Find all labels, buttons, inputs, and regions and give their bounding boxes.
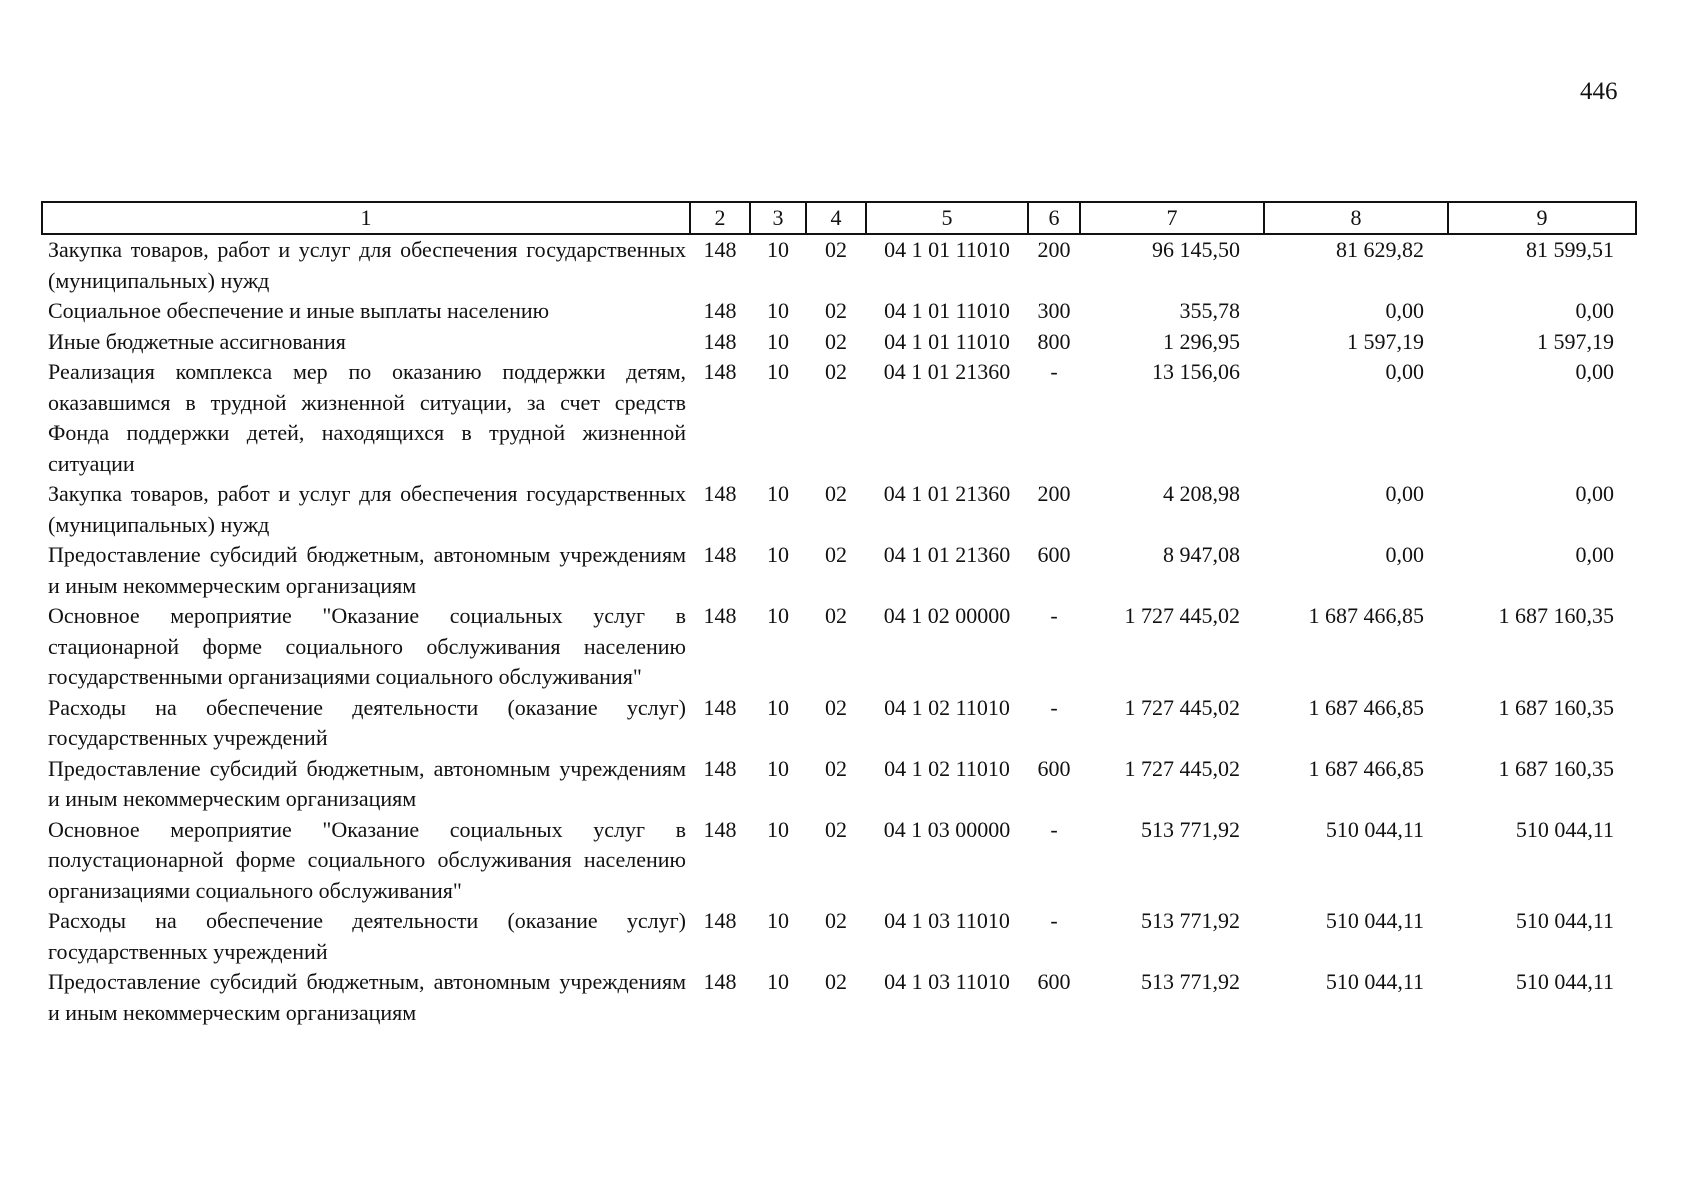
amount-col-9: 0,00 [1575,298,1614,323]
amount-col-7: 13 156,06 [1152,359,1240,384]
amount-col-7: 355,78 [1179,298,1240,323]
amount-col-8: 510 044,11 [1325,816,1424,842]
amount-col-7: 513 771,92 [1141,908,1240,933]
subsection-code: 02 [825,908,847,933]
admin-code: 148 [703,816,737,842]
section-code: 10 [767,298,789,323]
table-header-row [42,202,1636,234]
amount-col-7: 513 771,92 [1141,969,1240,994]
column-header: 1 [42,202,690,234]
table-row [42,815,1636,907]
amount-col-8: 510 044,11 [1325,908,1424,933]
subsection-code: 02 [825,694,847,720]
target-article-code: 04 1 01 21360 [883,359,1011,384]
amount-col-8: 0,00 [1385,359,1424,384]
target-article-code: 04 1 02 11010 [884,755,1010,781]
amount-col-8: 81 629,82 [1336,237,1424,262]
amount-col-8: 1 687 466,85 [1308,694,1424,720]
amount-col-8: 0,00 [1385,481,1424,506]
expense-type-code: 300 [1037,298,1071,323]
table-row [42,601,1636,693]
amount-col-9: 1 597,19 [1537,328,1614,354]
column-header: 9 [1448,202,1636,234]
admin-code: 148 [703,481,737,506]
section-code: 10 [767,969,789,994]
row-description: Социальное обеспечение и иные выплаты населению [48,298,550,323]
admin-code: 148 [703,603,737,628]
subsection-code: 02 [825,603,847,628]
table-row [42,540,1636,601]
admin-code: 148 [703,328,737,354]
target-article-code: 04 1 01 11010 [884,237,1010,262]
column-header: 7 [1080,202,1264,234]
target-article-code: 04 1 01 11010 [884,328,1010,354]
subsection-code: 02 [825,969,847,994]
admin-code: 148 [703,694,737,720]
admin-code: 148 [703,237,737,262]
budget-table [41,201,1637,1028]
amount-col-7: 8 947,08 [1163,542,1240,567]
row-description: Расходы на обеспечение деятельности (оказание услуг) государственных учреждений [48,908,686,964]
subsection-code: 02 [825,298,847,323]
admin-code: 148 [703,755,737,781]
section-code: 10 [767,237,789,262]
target-article-code: 04 1 03 00000 [883,816,1011,842]
row-description: Предоставление субсидий бюджетным, автономным учреждениям и иным некоммерческим организациям [48,542,686,598]
expense-type-code: - [1050,603,1058,628]
table-row [42,234,1636,296]
table-row [42,327,1636,358]
row-description: Закупка товаров, работ и услуг для обеспечения государственных (муниципальных) нужд [48,237,686,293]
expense-type-code: - [1050,359,1058,384]
target-article-code: 04 1 01 21360 [883,542,1011,567]
table-row [42,479,1636,540]
section-code: 10 [767,816,789,842]
admin-code: 148 [703,969,737,994]
expense-type-code: 200 [1037,237,1071,262]
section-code: 10 [767,694,789,720]
amount-col-8: 510 044,11 [1325,969,1424,994]
amount-col-9: 81 599,51 [1526,237,1614,262]
amount-col-9: 1 687 160,35 [1498,755,1614,781]
amount-col-9: 0,00 [1575,359,1614,384]
row-description: Закупка товаров, работ и услуг для обеспечения государственных (муниципальных) нужд [48,481,686,537]
column-header: 4 [806,202,866,234]
row-description: Расходы на обеспечение деятельности (оказание услуг) государственных учреждений [48,694,686,750]
target-article-code: 04 1 02 00000 [883,603,1011,628]
subsection-code: 02 [825,816,847,842]
expense-type-code: - [1050,694,1058,720]
column-header: 3 [750,202,806,234]
amount-col-8: 1 597,19 [1347,328,1424,354]
expense-type-code: 200 [1037,481,1071,506]
target-article-code: 04 1 01 11010 [884,298,1010,323]
expense-type-code: 800 [1037,328,1071,354]
table-row [42,754,1636,815]
amount-col-7: 4 208,98 [1163,481,1240,506]
amount-col-7: 96 145,50 [1152,237,1240,262]
amount-col-8: 1 687 466,85 [1308,603,1424,628]
table-row [42,357,1636,479]
admin-code: 148 [703,542,737,567]
target-article-code: 04 1 02 11010 [884,694,1010,720]
section-code: 10 [767,481,789,506]
subsection-code: 02 [825,481,847,506]
column-header: 8 [1264,202,1448,234]
section-code: 10 [767,542,789,567]
subsection-code: 02 [825,542,847,567]
expense-type-code: 600 [1037,969,1071,994]
amount-col-7: 513 771,92 [1141,816,1240,842]
row-description: Предоставление субсидий бюджетным, автономным учреждениям и иным некоммерческим организациям [48,755,686,811]
admin-code: 148 [703,908,737,933]
target-article-code: 04 1 03 11010 [884,969,1010,994]
row-description: Иные бюджетные ассигнования [48,328,346,354]
admin-code: 148 [703,298,737,323]
amount-col-7: 1 727 445,02 [1124,694,1240,720]
amount-col-9: 1 687 160,35 [1498,603,1614,628]
row-description: Реализация комплекса мер по оказанию поддержки детям, оказавшимся в трудной жизненной ситуации, за счет средств Фонда поддержки детей, находящихся в трудной жизненной ситуации [48,359,686,476]
row-description: Основное мероприятие "Оказание социальных услуг в полустационарной форме социального обслуживания населению организациями социального обслуживания" [48,816,686,903]
amount-col-9: 510 044,11 [1515,969,1614,994]
expense-type-code: 600 [1037,542,1071,567]
target-article-code: 04 1 01 21360 [883,481,1011,506]
amount-col-7: 1 727 445,02 [1124,603,1240,628]
expense-type-code: 600 [1037,755,1071,781]
section-code: 10 [767,603,789,628]
subsection-code: 02 [825,237,847,262]
column-header: 5 [866,202,1028,234]
section-code: 10 [767,359,789,384]
row-description: Основное мероприятие "Оказание социальных услуг в стационарной форме социального обслуживания населению государственными организациями социального обслуживания" [48,603,686,689]
target-article-code: 04 1 03 11010 [884,908,1010,933]
page-number: 446 [1580,78,1618,105]
column-header: 2 [690,202,750,234]
section-code: 10 [767,755,789,781]
amount-col-8: 1 687 466,85 [1308,755,1424,781]
column-header: 6 [1028,202,1080,234]
amount-col-8: 0,00 [1385,542,1424,567]
amount-col-9: 0,00 [1575,542,1614,567]
admin-code: 148 [703,359,737,384]
section-code: 10 [767,908,789,933]
amount-col-9: 1 687 160,35 [1498,694,1614,720]
amount-col-9: 0,00 [1575,481,1614,506]
table-row [42,906,1636,967]
amount-col-7: 1 727 445,02 [1124,755,1240,781]
table-row [42,967,1636,1028]
amount-col-9: 510 044,11 [1515,908,1614,933]
subsection-code: 02 [825,328,847,354]
amount-col-7: 1 296,95 [1163,328,1240,354]
expense-type-code: - [1050,816,1058,842]
amount-col-9: 510 044,11 [1515,816,1614,842]
section-code: 10 [767,328,789,354]
subsection-code: 02 [825,359,847,384]
amount-col-8: 0,00 [1385,298,1424,323]
subsection-code: 02 [825,755,847,781]
table-row [42,693,1636,754]
table-row [42,296,1636,327]
expense-type-code: - [1050,908,1058,933]
row-description: Предоставление субсидий бюджетным, автономным учреждениям и иным некоммерческим организациям [48,969,686,1025]
